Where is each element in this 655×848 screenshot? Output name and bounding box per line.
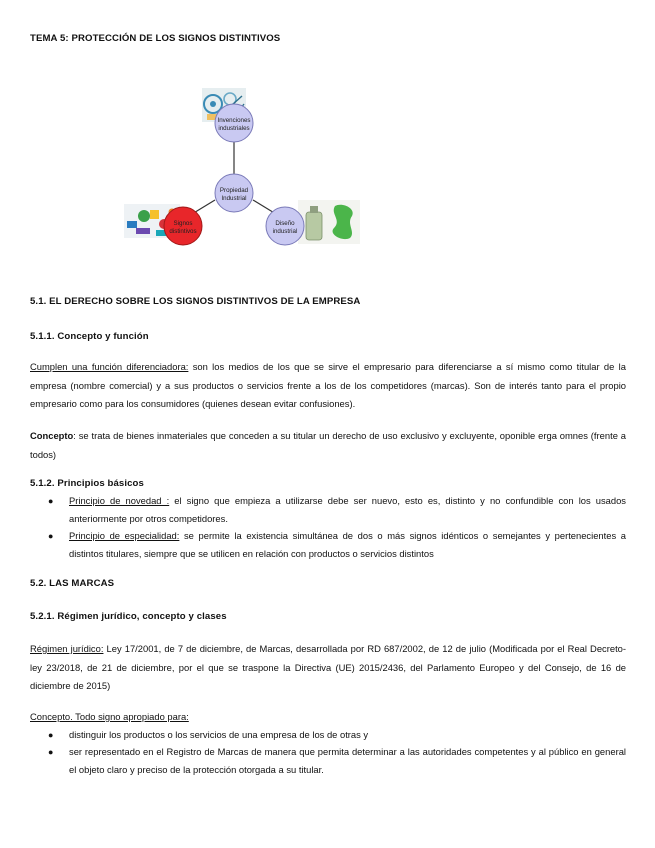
regimen-label: Régimen jurídico: — [30, 643, 104, 654]
novelty-text: el signo que empieza a utilizarse debe ser nuevo, esto es, distinto y no confundible con los usados anteriormente por otros competidores. — [69, 495, 626, 524]
principle-novelty — [69, 492, 626, 528]
document-title: TEMA 5: PROTECCIÓN DE LOS SIGNOS DISTINTIVOS — [30, 33, 281, 44]
concept-label: Concepto — [30, 430, 74, 441]
section-5-1-heading: 5.1. EL DERECHO SOBRE LOS SIGNOS DISTINTIVOS DE LA EMPRESA — [30, 296, 361, 307]
node-left-line2: distintivos — [169, 228, 197, 235]
concepto-bullet-2: ser representado en el Registro de Marcas de manera que permita determinar a las autoridades competentes y al público en general el objeto claro y preciso de la protección otorgada a su titular. — [69, 746, 626, 775]
section-5-2-1-heading: 5.2.1. Régimen jurídico, concepto y clases — [30, 611, 227, 622]
diagram-svg — [110, 82, 370, 252]
regimen-text: Ley 17/2001, de 7 de diciembre, de Marcas, desarrollada por RD 687/2002, de 12 de julio (Modificada por el Real Decreto-ley 23/2018, de 21 de diciembre, por el que se traspone la Directiva (UE) 2015/2436, del Parlamento Europeo y del Consejo, de 16 de diciembre de 2015) — [30, 643, 627, 691]
bullet-marker: ● — [48, 730, 54, 740]
paragraph-function — [30, 358, 626, 414]
novelty-label: Principio de novedad : — [69, 495, 170, 506]
design-bottles-image — [298, 200, 360, 244]
speciality-text: se permite la existencia simultánea de dos o más signos idénticos o semejantes y pertenecientes a distintos titulares, siempre que se utilicen en relación con productos o servicios distintos — [69, 530, 626, 559]
speciality-label: Principio de especialidad: — [69, 530, 180, 541]
industrial-property-diagram — [110, 82, 370, 252]
paragraph-concept — [30, 427, 626, 464]
node-right-line2: industrial — [272, 228, 298, 235]
section-5-1-2-heading: 5.1.2. Principios básicos — [30, 478, 144, 489]
bullet-marker: ● — [48, 496, 54, 506]
section-5-1-1-heading: 5.1.1. Concepto y función — [30, 331, 149, 342]
paragraph-regimen — [30, 640, 626, 696]
node-left-line1: Signos — [173, 220, 193, 227]
node-top-line2: industriales — [218, 125, 250, 132]
node-top-line1: Invenciones — [217, 117, 251, 124]
bullet-marker: ● — [48, 531, 54, 541]
concept-text: : se trata de bienes inmateriales que conceden a su titular un derecho de uso exclusivo y excluyente, oponible erga omnes (frente a todos) — [30, 430, 626, 460]
section-5-2-heading: 5.2. LAS MARCAS — [30, 578, 115, 589]
concepto-bullet-1: distinguir los productos o los servicios de una empresa de los de otras y — [69, 729, 369, 740]
node-center-line2: Industrial — [221, 195, 247, 202]
principle-speciality — [69, 527, 626, 563]
function-label: Cumplen una función diferenciadora: — [30, 361, 189, 372]
concepto-label: Concepto. Todo signo apropiado para: — [30, 711, 189, 722]
bullet-marker: ● — [48, 747, 54, 757]
function-text: son los medios de los que se sirve el empresario para diferenciarse a sí mismo como titular de la empresa (nombre comercial) y a sus productos o servicios frente a los de los competidores (marcas). Son de interés tanto para el propio empresario como para los consumidores (quienes desean evitar confusiones). — [30, 361, 626, 409]
node-center-line1: Propiedad — [219, 187, 249, 194]
node-right-line1: Diseño — [275, 220, 295, 227]
